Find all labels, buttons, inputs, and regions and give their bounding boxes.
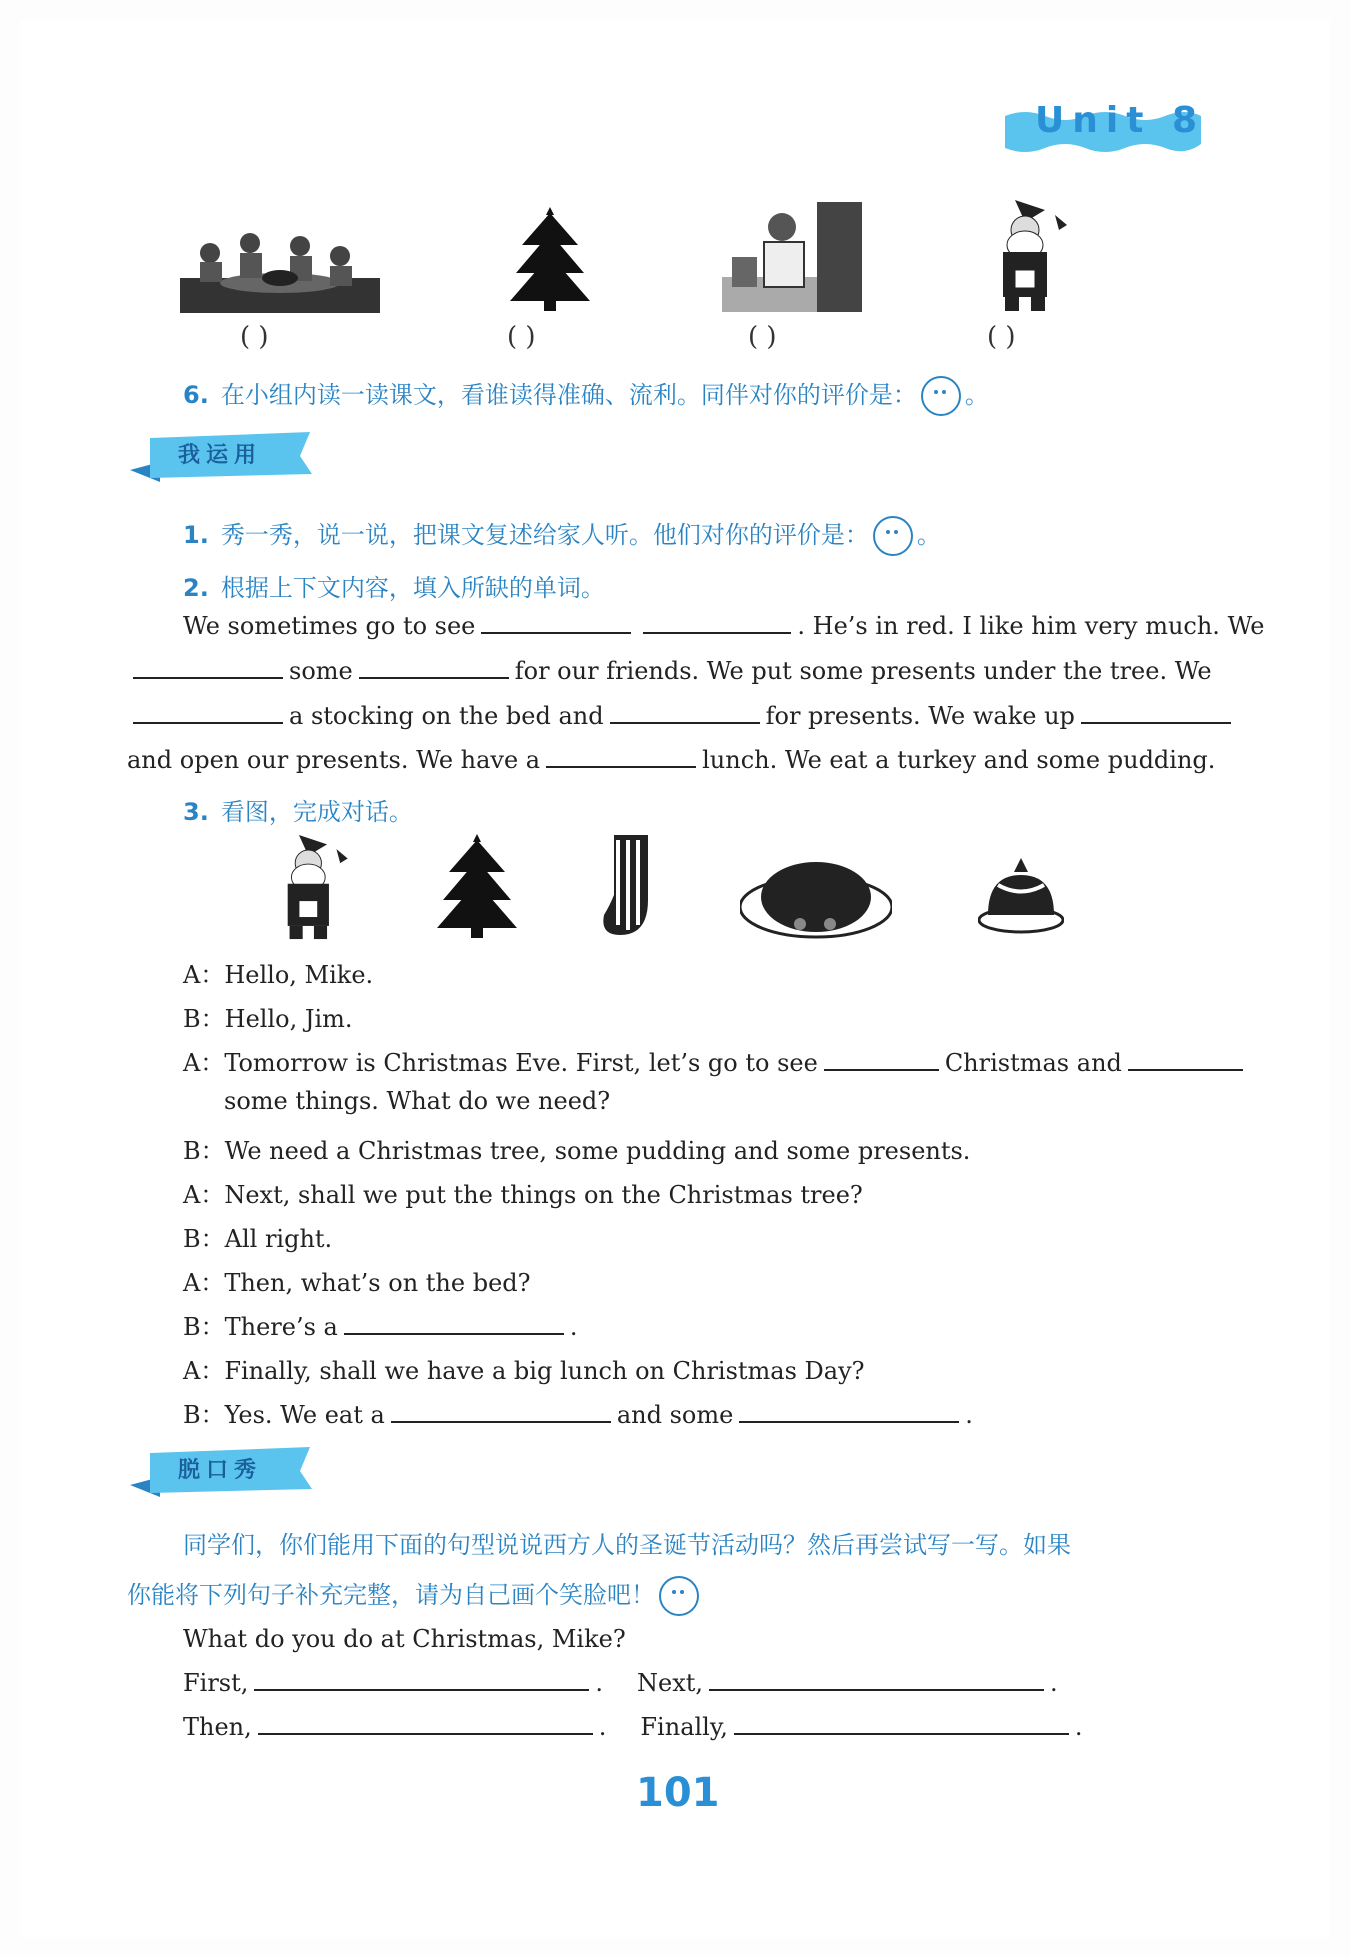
blank-field[interactable] [1081, 721, 1231, 724]
item-3-text: 看图，完成对话。 [220, 798, 413, 826]
christmas-tree-picture [437, 832, 517, 940]
text-segment: a stocking on the bed and [289, 702, 604, 730]
blank-field[interactable] [254, 1688, 589, 1691]
text-segment: some [289, 657, 353, 685]
talk-question: What do you do at Christmas, Mike? [183, 1625, 626, 1653]
item-6-text: 在小组内读一读课文，看谁读得准确、流利。同伴对你的评价是： [220, 381, 917, 409]
blank-field[interactable] [391, 1420, 611, 1423]
christmas-tree-picture [510, 205, 590, 313]
santa-claus-picture [985, 200, 1075, 312]
item-3-number: 3. [183, 798, 209, 826]
pudding-picture [978, 850, 1064, 935]
text-segment: . [569, 1313, 578, 1341]
text-segment: . [1074, 1713, 1083, 1741]
text-segment: B：There’s a [183, 1313, 338, 1341]
blank-field[interactable] [1128, 1068, 1243, 1071]
item-2-number: 2. [183, 574, 209, 602]
item-1-number: 1. [183, 521, 209, 549]
talk-paragraph-line-2 [127, 1575, 703, 1616]
text-segment: . [965, 1401, 973, 1429]
text-segment: Christmas and [944, 1049, 1122, 1077]
dialog-line: A：Hello, Mike. [183, 961, 374, 989]
talk-paragraph-line-1: 同学们，你们能用下面的句型说说西方人的圣诞节活动吗？然后再尝试写一写。如果 [183, 1531, 1071, 1559]
text-segment: . [595, 1669, 604, 1697]
stocking-picture [600, 835, 660, 940]
family-dinner-picture [180, 228, 380, 313]
text-segment: A：Tomorrow is Christmas Eve. First, let’s go to see [183, 1049, 818, 1077]
dialog-line: some things. What do we need? [224, 1087, 611, 1115]
item-2-line-4 [127, 746, 1215, 774]
blank-field[interactable] [734, 1732, 1069, 1735]
text-segment: . He’s in red. I like him very much. We [797, 612, 1265, 640]
text-segment: B：Yes. We eat a [183, 1401, 385, 1429]
smiley-face-icon [659, 1576, 699, 1616]
item-6-number: 6. [183, 381, 209, 409]
item-2-line-3 [127, 702, 1237, 730]
item-1 [183, 515, 941, 556]
blank-field[interactable] [824, 1068, 939, 1071]
text-segment: . [1050, 1669, 1058, 1697]
item-2-text: 根据上下文内容，填入所缺的单词。 [220, 574, 605, 602]
answer-paren-3[interactable]: ( ) [748, 322, 777, 352]
item-2-line-2 [127, 657, 1212, 685]
text-segment: Finally, [640, 1713, 728, 1741]
man-at-fireplace-picture [722, 202, 862, 312]
blank-field[interactable] [481, 631, 631, 634]
text-segment: for presents. We wake up [765, 702, 1075, 730]
blank-field[interactable] [344, 1332, 564, 1335]
text-segment: Then, [183, 1713, 252, 1741]
blank-field[interactable] [258, 1732, 593, 1735]
answer-paren-1[interactable]: ( ) [240, 322, 269, 352]
dialog-line [183, 1395, 973, 1430]
dialog-line [183, 1307, 578, 1342]
item-2-line-1 [183, 612, 1264, 640]
dialog-line: B：All right. [183, 1225, 333, 1253]
text-segment: 你能将下列句子补充完整，请为自己画个笑脸吧！ [127, 1581, 655, 1609]
text-segment: . [598, 1713, 607, 1741]
santa-claus-picture [270, 835, 356, 940]
dialog-line: A：Next, shall we put the things on the Christmas tree? [183, 1181, 863, 1209]
item-6-end: 。 [964, 381, 989, 409]
text-segment: and open our presents. We have a [127, 746, 541, 774]
dialog-line: B：We need a Christmas tree, some pudding and some presents. [183, 1137, 971, 1165]
blank-field[interactable] [359, 676, 509, 679]
turkey-picture [740, 852, 892, 940]
text-segment: lunch. We eat a turkey and some pudding. [702, 746, 1216, 774]
answer-paren-4[interactable]: ( ) [987, 322, 1016, 352]
item-3 [183, 792, 413, 827]
dialog-line: B：Hello, Jim. [183, 1005, 353, 1033]
item-2 [183, 568, 605, 603]
item-6 [183, 375, 989, 416]
text-segment: Next, [637, 1669, 704, 1697]
text-segment: We sometimes go to see [183, 612, 476, 640]
unit-title: Unit 8 [1035, 100, 1205, 141]
blank-field[interactable] [133, 676, 283, 679]
blank-field[interactable] [739, 1420, 959, 1423]
blank-field[interactable] [546, 765, 696, 768]
text-segment: and some [616, 1401, 734, 1429]
blank-field[interactable] [610, 721, 760, 724]
dialog-line: A：Finally, shall we have a big lunch on Christmas Day? [183, 1357, 865, 1385]
smiley-face-icon [921, 376, 961, 416]
talk-line-first-next [183, 1669, 1058, 1697]
item-1-text: 秀一秀，说一说，把课文复述给家人听。他们对你的评价是： [220, 521, 869, 549]
blank-field[interactable] [133, 721, 283, 724]
text-segment: First, [183, 1669, 249, 1697]
blank-field[interactable] [709, 1688, 1044, 1691]
item-1-end: 。 [916, 521, 941, 549]
blank-field[interactable] [643, 631, 791, 634]
dialog-line: A：Then, what’s on the bed? [183, 1269, 531, 1297]
text-segment: for our friends. We put some presents under the tree. We [514, 657, 1212, 685]
answer-paren-2[interactable]: ( ) [507, 322, 536, 352]
page-number: 101 [636, 1770, 720, 1816]
section-title-apply: 我运用 [178, 443, 263, 468]
smiley-face-icon [873, 516, 913, 556]
talk-line-then-finally [183, 1713, 1083, 1741]
dialog-line [183, 1043, 1249, 1078]
section-title-talk: 脱口秀 [178, 1458, 263, 1483]
